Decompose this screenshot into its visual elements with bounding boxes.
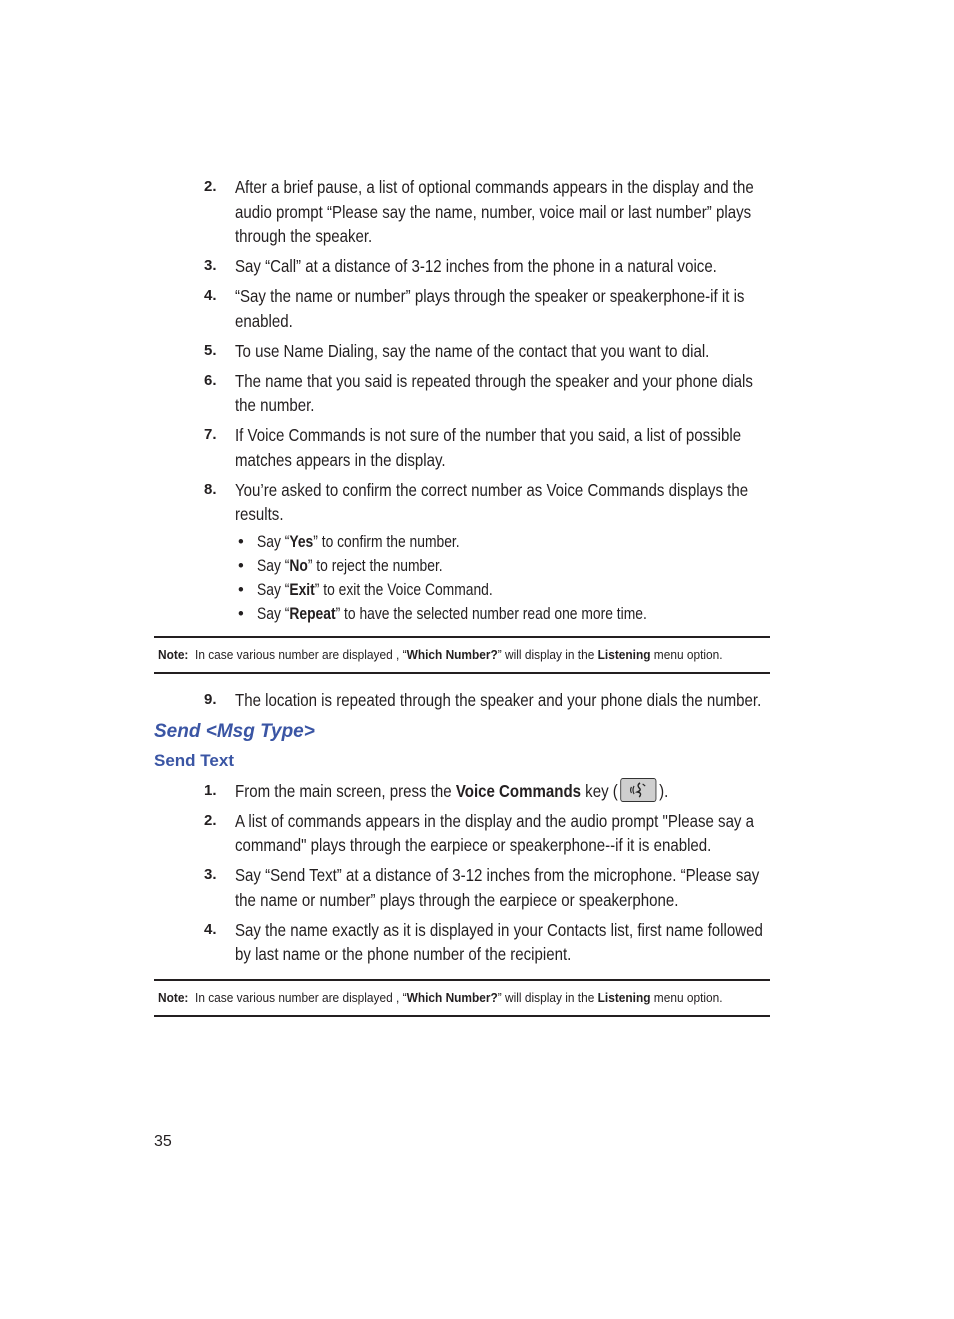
step-text: Say “Send Text” at a distance of 3-12 inches from the microphone. “Please say the name or number” plays through the earpiece or speakerphone. [235,865,760,910]
note-box: Note: In case various number are displayed , “Which Number?” will display in the Listening menu option. [154,636,770,674]
step-number: 8. [204,480,217,498]
step-text: From the main screen, press the Voice Commands key ( ). [235,779,768,804]
step-number: 7. [204,426,217,443]
list-item: • Say “No” to reject the number. [154,554,770,578]
step-text: If Voice Commands is not sure of the number that you said, a list of possible matches appears in the display. [235,425,742,470]
step-6 [154,369,770,418]
step-text: You’re asked to confirm the correct number as Voice Commands displays the results. [235,479,749,524]
page-number: 35 [154,1133,172,1150]
step-text: After a brief pause, a list of optional commands appears in the display and the audio prompt “Please say the name, number, voice mail or last number” plays through the speaker. [235,177,754,246]
step-number: 4. [204,920,217,938]
voice-commands-key-icon [620,778,656,802]
step-1 [154,779,770,804]
note-label: Note: [158,989,189,1005]
bullet-icon: • [238,557,244,575]
step-8 [154,478,770,527]
step-text: “Say the name or number” plays through the speaker or speakerphone-if it is enabled. [235,286,745,331]
note-label: Note: [158,647,189,662]
list-item: • Say “Yes” to confirm the number. [154,530,770,554]
step-text: Say “Call” at a distance of 3-12 inches from the phone in a natural voice. [235,256,717,276]
step-2-send [154,809,770,858]
bullet-icon: • [238,581,244,599]
section-heading: Send <Msg Type> [154,720,315,742]
step-number: 3. [204,257,217,274]
bullet-icon: • [238,605,244,623]
step-9 [154,688,770,713]
step-number: 4. [204,287,217,304]
step-5 [154,339,770,364]
step-number: 1. [204,781,217,799]
step-number: 5. [204,341,217,359]
subsection-heading: Send Text [154,750,234,770]
step-text: Say the name exactly as it is displayed in your Contacts list, first name followed by last name or the phone number of the recipient. [235,919,763,964]
step-text: The name that you said is repeated through the speaker and your phone dials the number. [235,370,753,415]
step-2 [154,175,770,249]
step-4 [154,284,770,333]
note-box: Note: In case various number are displayed , “Which Number?” will display in the Listening menu option. [154,979,770,1017]
step-number: 2. [204,178,217,195]
step-text: A list of commands appears in the display and the audio prompt "Please say a command" plays through the earpiece or speakerphone--if it is enabled. [235,810,755,855]
confirm-options-list [154,530,770,626]
step-number: 6. [204,371,217,389]
step-number: 2. [204,811,217,829]
page-content [154,175,770,1017]
step-text: The location is repeated through the speaker and your phone dials the number. [235,690,762,710]
step-4-send [154,918,770,967]
step-3 [154,254,770,279]
step-7 [154,423,770,472]
bullet-icon: • [238,533,244,551]
step-text: To use Name Dialing, say the name of the contact that you want to dial. [235,340,710,361]
step-number: 3. [204,866,217,883]
step-number: 9. [204,691,217,708]
list-item: • Say “Exit” to exit the Voice Command. [154,578,770,602]
list-item: • Say “Repeat” to have the selected number read one more time. [154,602,770,626]
step-3-send [154,863,770,912]
